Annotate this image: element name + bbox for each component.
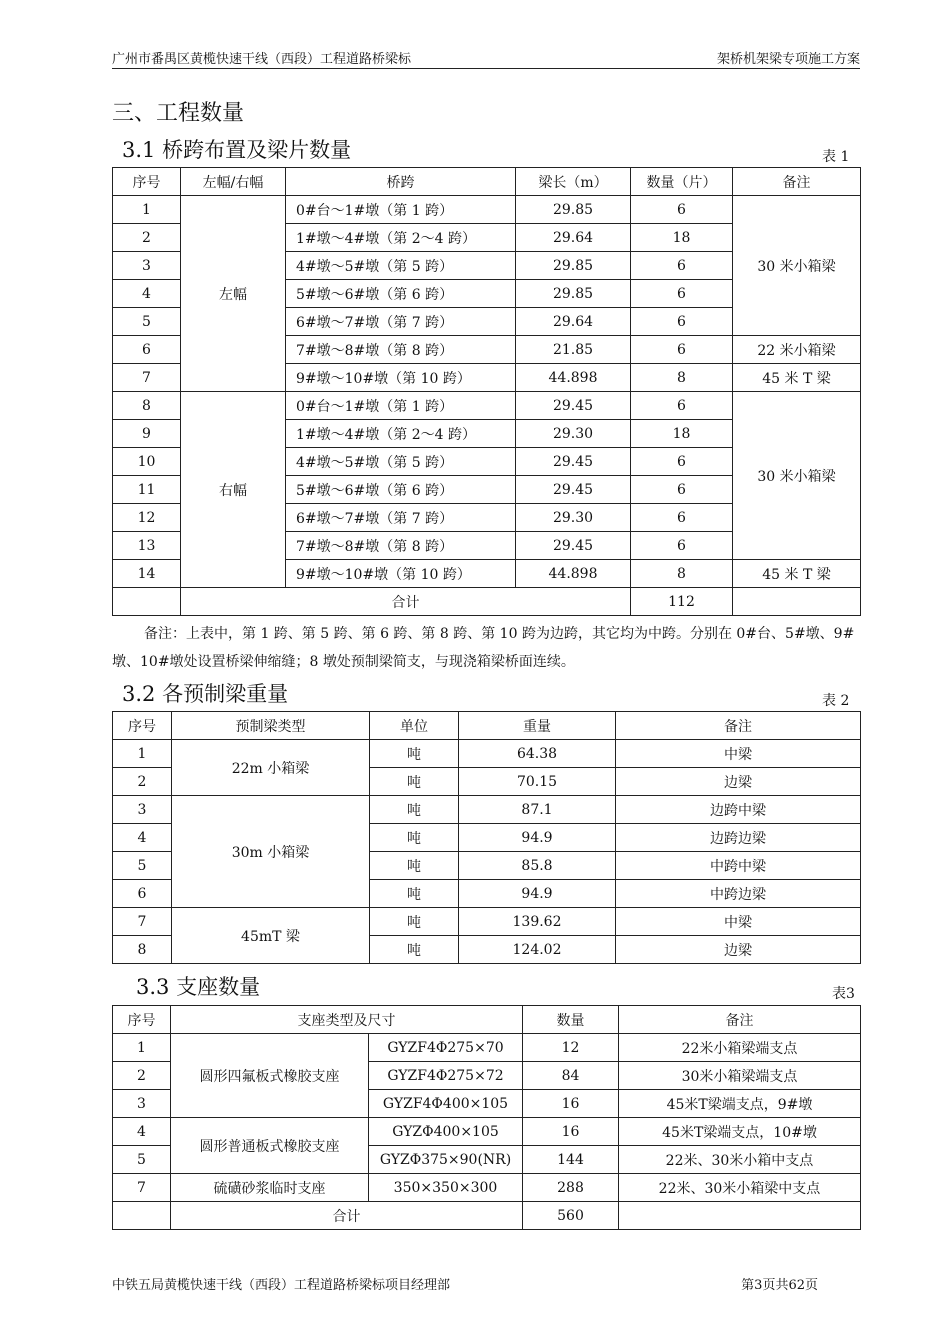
remark-cell: 边跨中梁 — [616, 796, 861, 824]
col-header: 预制梁类型 — [172, 712, 370, 740]
beam-type-cell: 45mT 梁 — [172, 908, 370, 964]
col-header: 备注 — [619, 1006, 861, 1034]
span-cell: 6#墩～7#墩（第 7 跨） — [286, 308, 516, 336]
qty-cell: 6 — [631, 504, 733, 532]
unit-cell: 吨 — [370, 824, 459, 852]
unit-cell: 吨 — [370, 852, 459, 880]
remark-cell: 中跨边梁 — [616, 880, 861, 908]
row-no: 7 — [113, 908, 172, 936]
remark-cell: 30 米小箱梁 — [733, 196, 861, 336]
col-header: 序号 — [113, 168, 181, 196]
row-no: 8 — [113, 936, 172, 964]
unit-cell: 吨 — [370, 740, 459, 768]
side-cell: 左幅 — [181, 196, 286, 392]
row-no: 5 — [113, 852, 172, 880]
span-cell: 1#墩～4#墩（第 2～4 跨） — [286, 224, 516, 252]
row-no: 2 — [113, 1062, 171, 1090]
s31-title: 3.1 桥跨布置及梁片数量 — [122, 138, 352, 162]
size-cell: 350×350×300 — [369, 1174, 523, 1202]
qty-cell: 6 — [631, 532, 733, 560]
row-no: 6 — [113, 336, 181, 364]
qty-cell: 6 — [631, 476, 733, 504]
table-row — [113, 392, 861, 420]
span-cell: 4#墩～5#墩（第 5 跨） — [286, 252, 516, 280]
length-cell: 29.45 — [516, 476, 631, 504]
row-no: 13 — [113, 532, 181, 560]
span-cell: 1#墩～4#墩（第 2～4 跨） — [286, 420, 516, 448]
row-no: 1 — [113, 1034, 171, 1062]
remark-cell: 中梁 — [616, 740, 861, 768]
length-cell: 29.45 — [516, 532, 631, 560]
remark-cell: 边梁 — [616, 768, 861, 796]
length-cell: 44.898 — [516, 560, 631, 588]
remark-cell: 边跨边梁 — [616, 824, 861, 852]
weight-cell: 94.9 — [459, 880, 616, 908]
weight-cell: 85.8 — [459, 852, 616, 880]
table-header-row — [113, 712, 861, 740]
col-header: 重量 — [459, 712, 616, 740]
remark-cell: 中跨中梁 — [616, 852, 861, 880]
table-row — [113, 1174, 861, 1202]
row-no: 10 — [113, 448, 181, 476]
remark-cell: 22米小箱梁端支点 — [619, 1034, 861, 1062]
beam-type-cell: 30m 小箱梁 — [172, 796, 370, 908]
length-cell: 29.85 — [516, 280, 631, 308]
s31-note: 备注：上表中，第 1 跨、第 5 跨、第 6 跨、第 8 跨、第 10 跨为边跨，其它均为中跨。分别在 0#台、5#墩、9#墩、10#墩处设置桥梁伸缩缝；8 墩处预制梁简支，与现浇箱梁桥面连续。 — [112, 626, 855, 670]
span-cell: 0#台～1#墩（第 1 跨） — [286, 196, 516, 224]
empty-cell — [113, 1202, 171, 1230]
row-no: 4 — [113, 280, 181, 308]
s33-title: 3.3 支座数量 — [136, 975, 261, 999]
row-no: 3 — [113, 1090, 171, 1118]
row-no: 1 — [113, 196, 181, 224]
unit-cell: 吨 — [370, 936, 459, 964]
table-row — [113, 740, 861, 768]
qty-cell: 12 — [523, 1034, 619, 1062]
table-row — [113, 1118, 861, 1146]
beam-type-cell: 22m 小箱梁 — [172, 740, 370, 796]
length-cell: 29.30 — [516, 420, 631, 448]
row-no: 2 — [113, 768, 172, 796]
col-header: 左幅/右幅 — [181, 168, 286, 196]
qty-cell: 16 — [523, 1090, 619, 1118]
qty-cell: 6 — [631, 196, 733, 224]
header-right: 架桥机架梁专项施工方案 — [716, 52, 860, 67]
row-no: 6 — [113, 880, 172, 908]
qty-cell: 6 — [631, 308, 733, 336]
weight-cell: 124.02 — [459, 936, 616, 964]
col-header: 数量 — [523, 1006, 619, 1034]
col-header: 支座类型及尺寸 — [171, 1006, 523, 1034]
page-number: 第3页共62页 — [741, 1278, 818, 1293]
weight-cell: 94.9 — [459, 824, 616, 852]
qty-cell: 6 — [631, 448, 733, 476]
row-no: 5 — [113, 308, 181, 336]
bearing-type-cell: 硫磺砂浆临时支座 — [171, 1174, 369, 1202]
bearing-type-cell: 圆形普通板式橡胶支座 — [171, 1118, 369, 1174]
qty-cell: 8 — [631, 364, 733, 392]
length-cell: 29.45 — [516, 448, 631, 476]
qty-cell: 16 — [523, 1118, 619, 1146]
s32-title: 3.2 各预制梁重量 — [122, 682, 289, 706]
table-row — [113, 1034, 861, 1062]
weight-cell: 139.62 — [459, 908, 616, 936]
col-header: 备注 — [616, 712, 861, 740]
total-row — [113, 1202, 861, 1230]
weight-cell: 87.1 — [459, 796, 616, 824]
row-no: 5 — [113, 1146, 171, 1174]
col-header: 备注 — [733, 168, 861, 196]
qty-cell: 6 — [631, 392, 733, 420]
qty-cell: 144 — [523, 1146, 619, 1174]
unit-cell: 吨 — [370, 908, 459, 936]
col-header: 单位 — [370, 712, 459, 740]
qty-cell: 8 — [631, 560, 733, 588]
empty-cell — [733, 588, 861, 616]
empty-cell — [113, 588, 181, 616]
table-row — [113, 196, 861, 224]
remark-cell: 30 米小箱梁 — [733, 392, 861, 560]
col-header: 序号 — [113, 1006, 171, 1034]
table-header-row — [113, 168, 861, 196]
section-title: 三、工程数量 — [112, 101, 245, 126]
bridge-span-table — [112, 167, 861, 616]
length-cell: 29.30 — [516, 504, 631, 532]
row-no: 3 — [113, 796, 172, 824]
size-cell: GYZF4Φ275×72 — [369, 1062, 523, 1090]
row-no: 2 — [113, 224, 181, 252]
total-qty: 112 — [631, 588, 733, 616]
span-cell: 5#墩～6#墩（第 6 跨） — [286, 476, 516, 504]
span-cell: 0#台～1#墩（第 1 跨） — [286, 392, 516, 420]
length-cell: 29.85 — [516, 252, 631, 280]
length-cell: 44.898 — [516, 364, 631, 392]
remark-cell: 45米T梁端支点，9#墩 — [619, 1090, 861, 1118]
col-header: 梁长（m） — [516, 168, 631, 196]
remark-cell: 中梁 — [616, 908, 861, 936]
remark-cell: 45 米 T 梁 — [733, 560, 861, 588]
row-no: 4 — [113, 824, 172, 852]
footer-left: 中铁五局黄榄快速干线（西段）工程道路桥梁标项目经理部 — [112, 1278, 451, 1293]
page-header — [112, 44, 860, 69]
size-cell: GYZF4Φ400×105 — [369, 1090, 523, 1118]
size-cell: GYZΦ400×105 — [369, 1118, 523, 1146]
row-no: 7 — [113, 364, 181, 392]
qty-cell: 288 — [523, 1174, 619, 1202]
row-no: 12 — [113, 504, 181, 532]
unit-cell: 吨 — [370, 796, 459, 824]
unit-cell: 吨 — [370, 768, 459, 796]
remark-cell: 22 米小箱梁 — [733, 336, 861, 364]
weight-cell: 64.38 — [459, 740, 616, 768]
span-cell: 9#墩～10#墩（第 10 跨） — [286, 364, 516, 392]
qty-cell: 6 — [631, 280, 733, 308]
span-cell: 5#墩～6#墩（第 6 跨） — [286, 280, 516, 308]
table-row — [113, 908, 861, 936]
span-cell: 9#墩～10#墩（第 10 跨） — [286, 560, 516, 588]
remark-cell: 边梁 — [616, 936, 861, 964]
row-no: 3 — [113, 252, 181, 280]
qty-cell: 18 — [631, 224, 733, 252]
span-cell: 4#墩～5#墩（第 5 跨） — [286, 448, 516, 476]
table-header-row — [113, 1006, 861, 1034]
qty-cell: 18 — [631, 420, 733, 448]
row-no: 14 — [113, 560, 181, 588]
table-row — [113, 796, 861, 824]
qty-cell: 6 — [631, 336, 733, 364]
total-label: 合计 — [181, 588, 631, 616]
length-cell: 29.45 — [516, 392, 631, 420]
s31-table-no: 表 1 — [822, 149, 850, 165]
length-cell: 29.64 — [516, 308, 631, 336]
length-cell: 21.85 — [516, 336, 631, 364]
span-cell: 7#墩～8#墩（第 8 跨） — [286, 532, 516, 560]
row-no: 11 — [113, 476, 181, 504]
length-cell: 29.64 — [516, 224, 631, 252]
row-no: 7 — [113, 1174, 171, 1202]
size-cell: GYZF4Φ275×70 — [369, 1034, 523, 1062]
total-row — [113, 588, 861, 616]
row-no: 9 — [113, 420, 181, 448]
remark-cell: 22米、30米小箱中支点 — [619, 1146, 861, 1174]
col-header: 桥跨 — [286, 168, 516, 196]
total-qty: 560 — [523, 1202, 619, 1230]
span-cell: 7#墩～8#墩（第 8 跨） — [286, 336, 516, 364]
unit-cell: 吨 — [370, 880, 459, 908]
remark-cell: 45米T梁端支点，10#墩 — [619, 1118, 861, 1146]
empty-cell — [619, 1202, 861, 1230]
s32-table-no: 表 2 — [822, 693, 850, 709]
bearing-type-cell: 圆形四氟板式橡胶支座 — [171, 1034, 369, 1118]
qty-cell: 84 — [523, 1062, 619, 1090]
size-cell: GYZΦ375×90(NR) — [369, 1146, 523, 1174]
row-no: 8 — [113, 392, 181, 420]
row-no: 4 — [113, 1118, 171, 1146]
remark-cell: 45 米 T 梁 — [733, 364, 861, 392]
col-header: 序号 — [113, 712, 172, 740]
total-label: 合计 — [171, 1202, 523, 1230]
qty-cell: 6 — [631, 252, 733, 280]
col-header: 数量（片） — [631, 168, 733, 196]
side-cell: 右幅 — [181, 392, 286, 588]
remark-cell: 30米小箱梁端支点 — [619, 1062, 861, 1090]
beam-weight-table — [112, 711, 861, 964]
row-no: 1 — [113, 740, 172, 768]
bearing-table — [112, 1005, 861, 1230]
remark-cell: 22米、30米小箱梁中支点 — [619, 1174, 861, 1202]
weight-cell: 70.15 — [459, 768, 616, 796]
header-left: 广州市番禺区黄榄快速干线（西段）工程道路桥梁标 — [112, 52, 412, 67]
length-cell: 29.85 — [516, 196, 631, 224]
span-cell: 6#墩～7#墩（第 7 跨） — [286, 504, 516, 532]
s33-table-no: 表3 — [832, 986, 855, 1002]
